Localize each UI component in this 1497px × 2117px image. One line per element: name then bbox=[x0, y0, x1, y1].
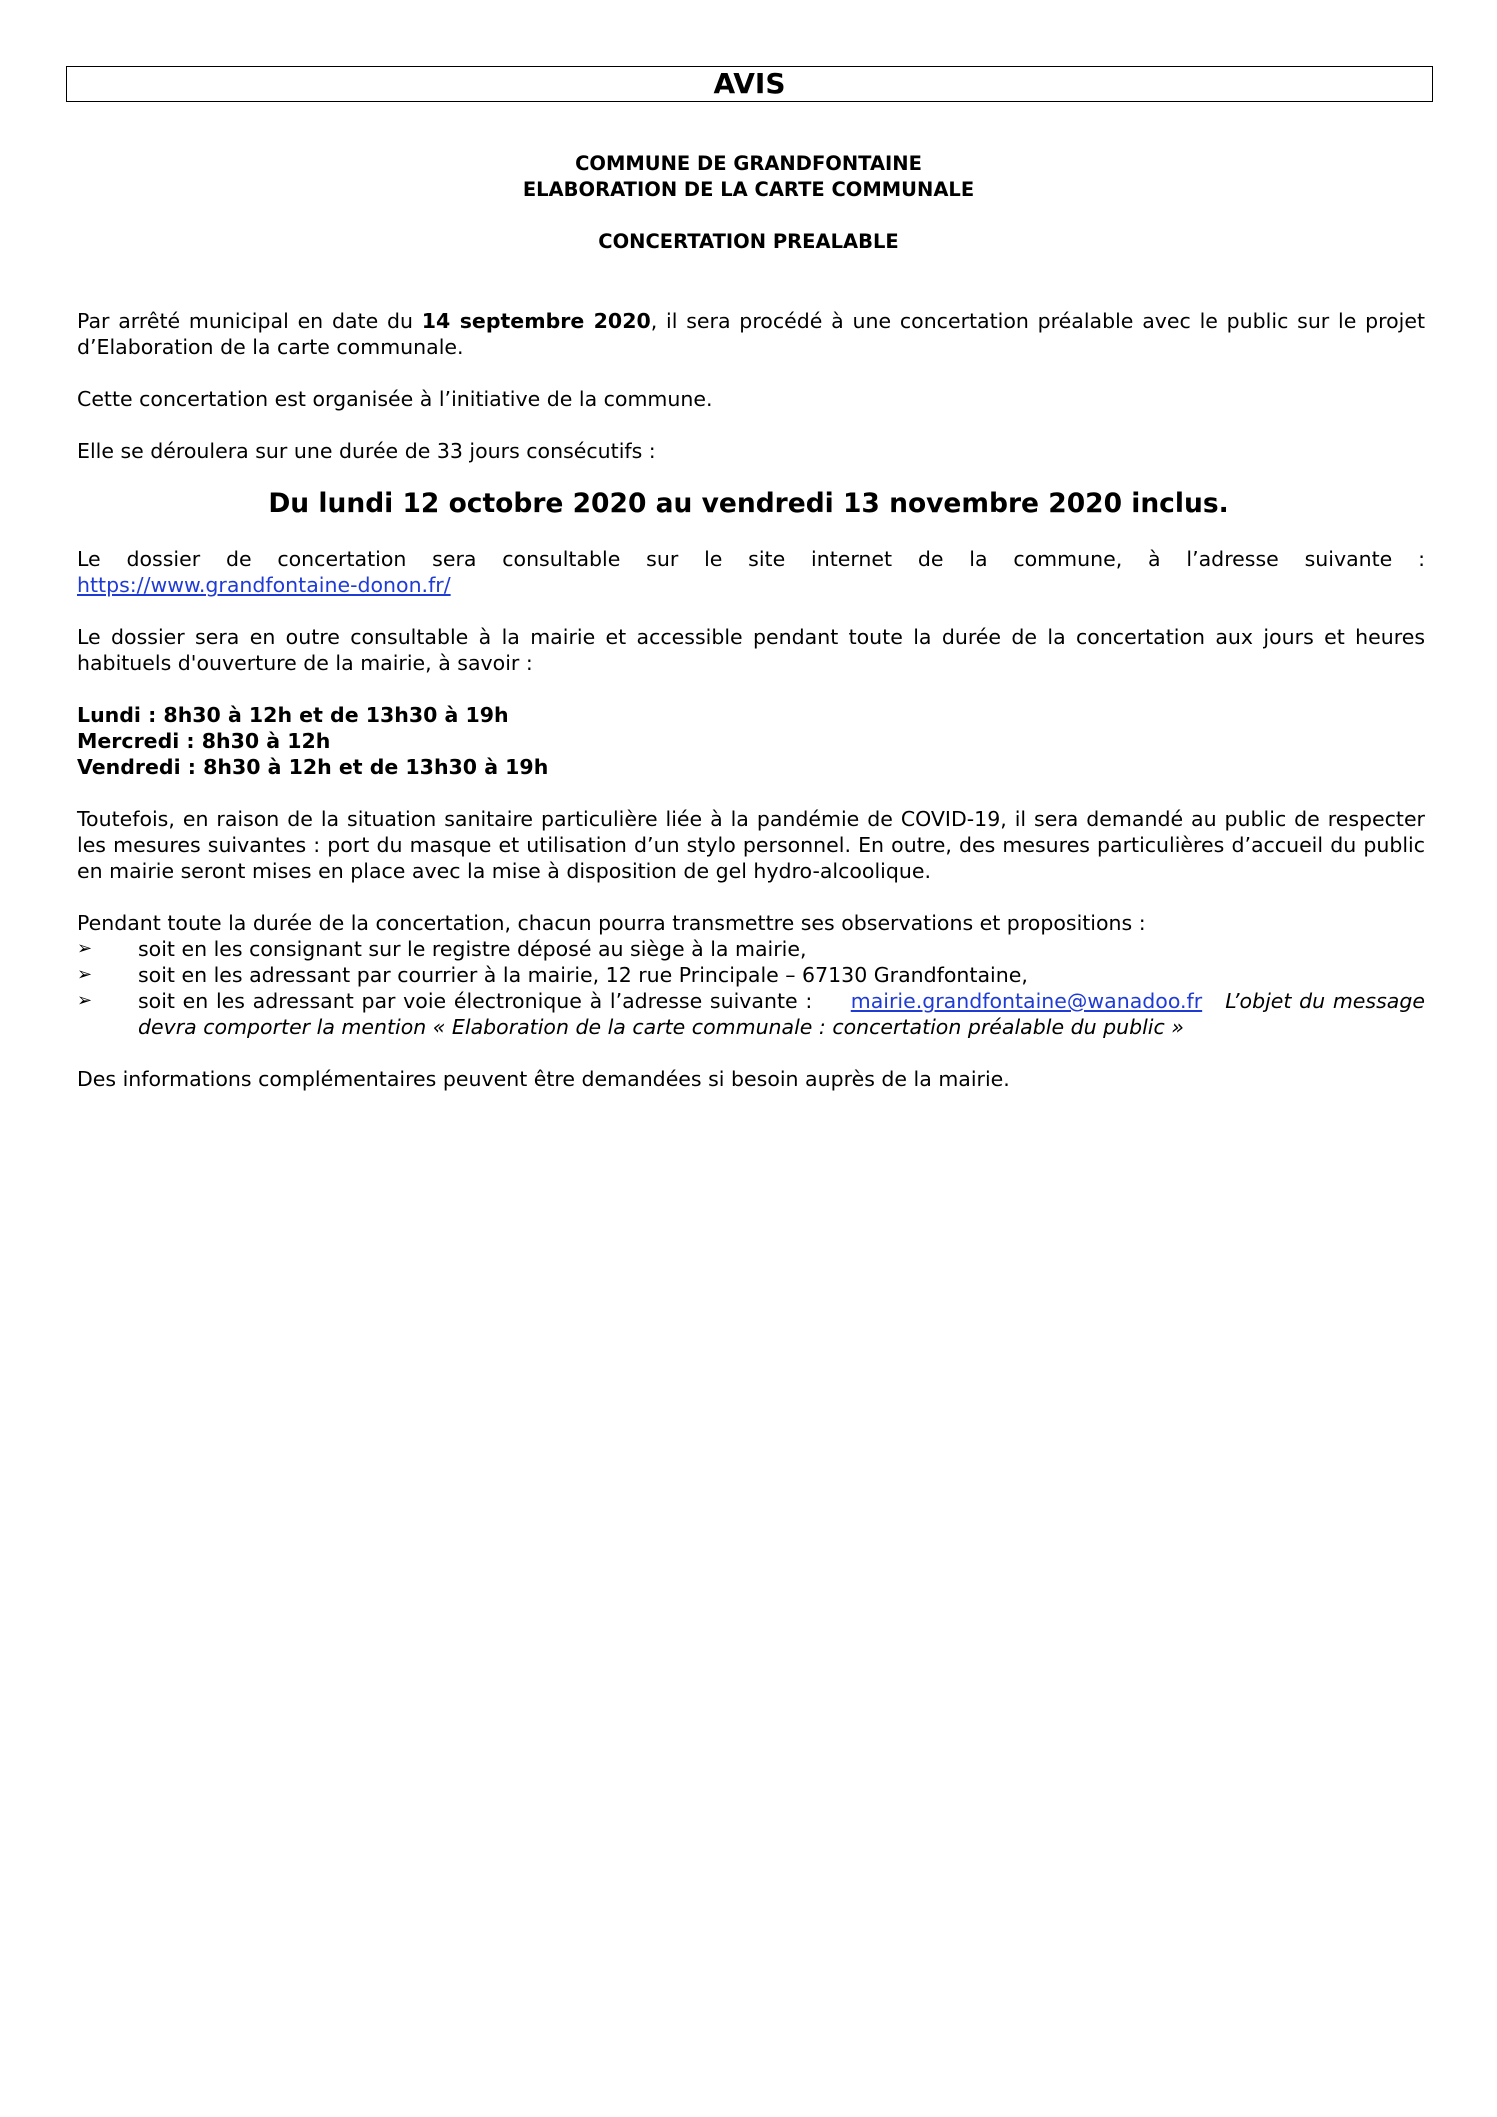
intro-paragraph bbox=[77, 308, 1425, 360]
notice-title: AVIS bbox=[66, 66, 1433, 102]
email-link[interactable]: mairie.grandfontaine@wanadoo.fr bbox=[850, 989, 1203, 1013]
website-text: Le dossier de concertation sera consultable sur le site internet de la commune, à l’adresse suivante : bbox=[77, 547, 1425, 571]
arrete-date: 14 septembre 2020 bbox=[421, 309, 651, 333]
observation-email-text bbox=[138, 988, 1425, 1040]
website-paragraph bbox=[77, 546, 1425, 598]
concertation-dates: Du lundi 12 octobre 2020 au vendredi 13 novembre 2020 inclus. bbox=[268, 488, 1229, 519]
opening-hours bbox=[77, 702, 1425, 780]
hours-mercredi: Mercredi : 8h30 à 12h bbox=[77, 729, 331, 753]
arrow-bullet-icon: ➢ bbox=[77, 964, 93, 985]
observation-item-email bbox=[77, 988, 1425, 1040]
subject-heading: ELABORATION DE LA CARTE COMMUNALE bbox=[522, 178, 975, 201]
section-heading: CONCERTATION PREALABLE bbox=[598, 230, 899, 253]
duration-paragraph: Elle se déroulera sur une durée de 33 jours consécutifs : bbox=[77, 439, 656, 463]
intro-before-date: Par arrêté municipal en date du bbox=[77, 309, 422, 333]
intro-after-date: , il sera procédé à une concertation préalable avec le public sur le projet d’Elaboration de la carte communale. bbox=[77, 309, 1426, 359]
initiative-paragraph: Cette concertation est organisée à l’initiative de la commune. bbox=[77, 387, 713, 411]
email-prefix: soit en les adressant par voie électronique à l’adresse suivante : bbox=[138, 989, 813, 1013]
website-link[interactable]: https://www.grandfontaine-donon.fr/ bbox=[77, 573, 451, 597]
arrow-bullet-icon: ➢ bbox=[77, 990, 93, 1011]
mairie-paragraph: Le dossier sera en outre consultable à la mairie et accessible pendant toute la durée de la concertation aux jours et heures habituels d'ouverture de la mairie, à savoir : bbox=[77, 625, 1425, 675]
covid-paragraph: Toutefois, en raison de la situation sanitaire particulière liée à la pandémie de COVID-19, il sera demandé au public de respecter les mesures suivantes : port du masque et utilisation d’un stylo personnel. En outre, des mesures particulières d’accueil du public en mairie seront mises en place avec la mise à disposition de gel hydro-alcoolique. bbox=[77, 807, 1425, 883]
closing-paragraph: Des informations complémentaires peuvent être demandées si besoin auprès de la mairie. bbox=[77, 1067, 1010, 1091]
email-note: L’objet du message devra comporter la mention « Elaboration de la carte communale : concertation préalable du public » bbox=[138, 989, 1425, 1039]
arrow-bullet-icon: ➢ bbox=[77, 938, 93, 959]
commune-heading: COMMUNE DE GRANDFONTAINE bbox=[575, 152, 922, 175]
observation-item-text: soit en les adressant par courrier à la mairie, 12 rue Principale – 67130 Grandfontaine, bbox=[138, 963, 1028, 987]
hours-vendredi: Vendredi : 8h30 à 12h et de 13h30 à 19h bbox=[77, 755, 549, 779]
observation-item-text: soit en les consignant sur le registre déposé au siège à la mairie, bbox=[138, 937, 807, 961]
observations-intro: Pendant toute la durée de la concertation, chacun pourra transmettre ses observations et propositions : bbox=[77, 911, 1146, 935]
hours-lundi: Lundi : 8h30 à 12h et de 13h30 à 19h bbox=[77, 703, 509, 727]
